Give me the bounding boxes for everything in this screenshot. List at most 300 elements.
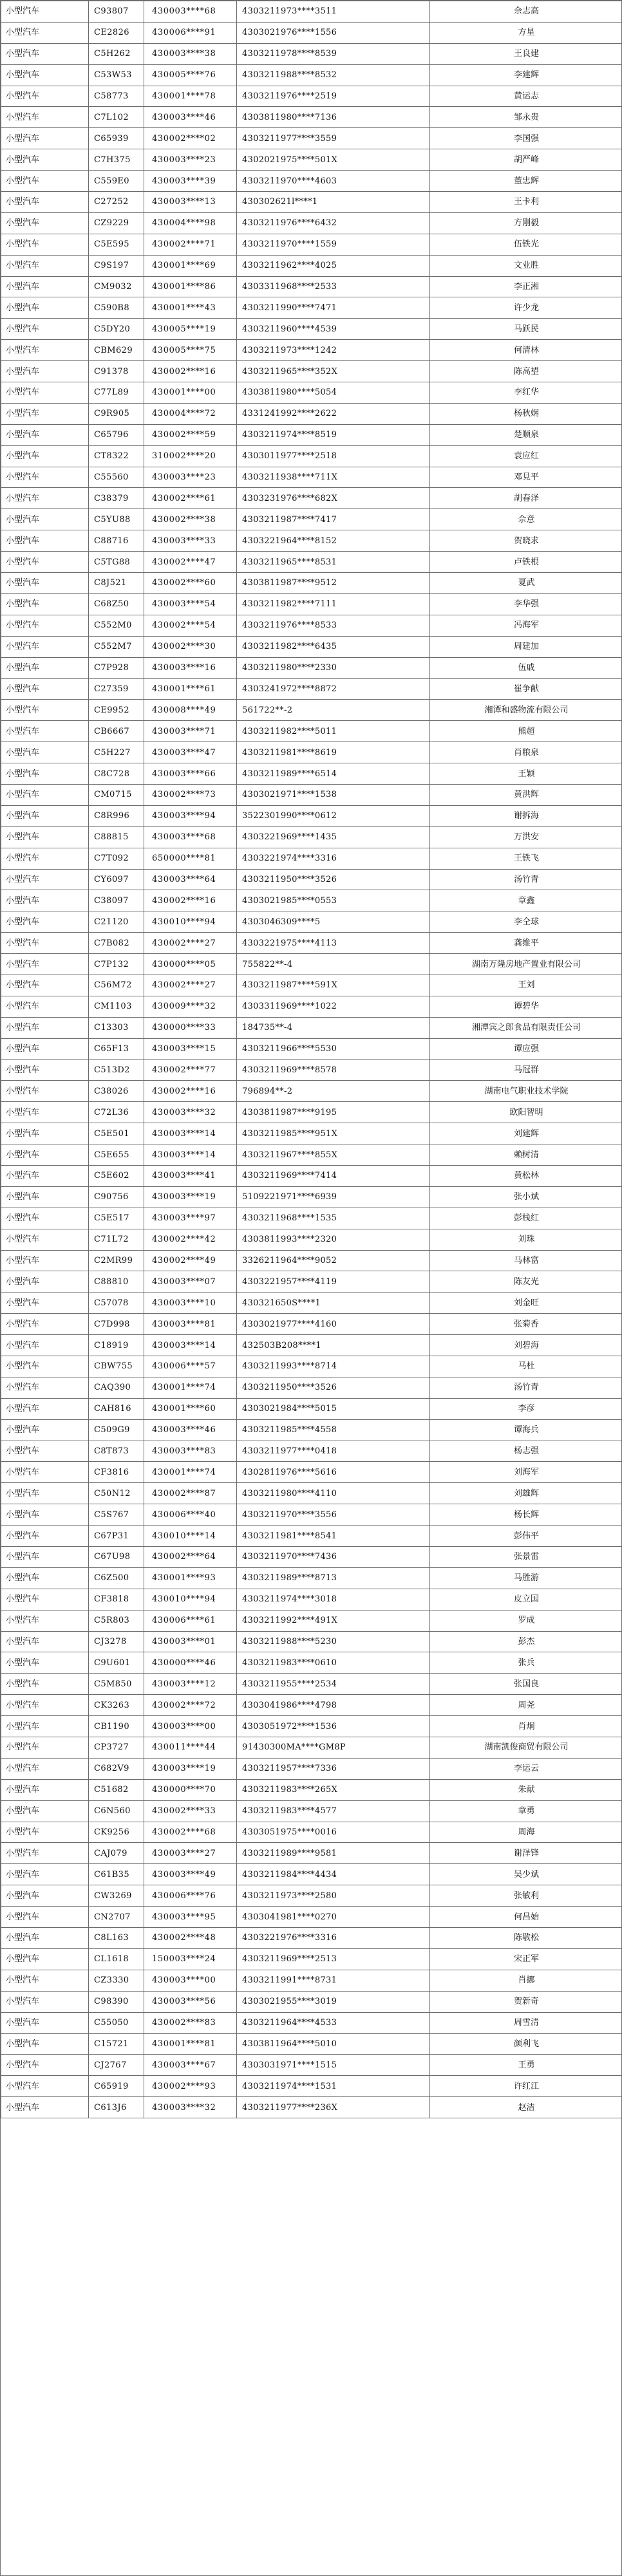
vehicle-records-body <box>1 1 622 2118</box>
vehicle-type-cell: 小型汽车 <box>1 1356 89 1377</box>
table-row <box>1 2012 622 2033</box>
plate-number-cell: C8R996 <box>89 805 144 826</box>
registration-code-cell: 430001****93 <box>144 1567 237 1589</box>
owner-name-cell: 杨志强 <box>430 1441 622 1462</box>
owner-name-cell: 何清林 <box>430 340 622 361</box>
vehicle-type-cell: 小型汽车 <box>1 763 89 785</box>
vehicle-records-table <box>1 1 622 2118</box>
owner-id-cell: 4303211973****3511 <box>237 1 430 23</box>
vehicle-type-cell: 小型汽车 <box>1 467 89 488</box>
vehicle-type-cell: 小型汽车 <box>1 1652 89 1674</box>
vehicle-type-cell: 小型汽车 <box>1 403 89 424</box>
vehicle-type-cell: 小型汽车 <box>1 1567 89 1589</box>
vehicle-type-cell: 小型汽车 <box>1 911 89 933</box>
plate-number-cell: CF3816 <box>89 1462 144 1483</box>
plate-number-cell: CK3263 <box>89 1695 144 1716</box>
owner-id-cell: 4303051975****0016 <box>237 1822 430 1843</box>
table-row <box>1 1017 622 1038</box>
owner-id-cell: 4303221975****4113 <box>237 933 430 954</box>
vehicle-type-cell: 小型汽车 <box>1 1674 89 1695</box>
vehicle-type-cell: 小型汽车 <box>1 1419 89 1441</box>
vehicle-type-cell: 小型汽车 <box>1 297 89 319</box>
owner-name-cell: 文业胜 <box>430 255 622 276</box>
registration-code-cell: 430003****14 <box>144 1144 237 1166</box>
registration-code-cell: 430003****47 <box>144 742 237 763</box>
table-row <box>1 1948 622 1970</box>
owner-id-cell: 561722**-2 <box>237 700 430 721</box>
plate-number-cell: C5R803 <box>89 1610 144 1631</box>
plate-number-cell: C88815 <box>89 826 144 848</box>
table-row <box>1 1441 622 1462</box>
table-row <box>1 424 622 445</box>
plate-number-cell: C90756 <box>89 1186 144 1208</box>
registration-code-cell: 430003****15 <box>144 1038 237 1059</box>
plate-number-cell: CM1103 <box>89 996 144 1017</box>
registration-code-cell: 430002****16 <box>144 361 237 382</box>
owner-name-cell: 刘建辉 <box>430 1123 622 1144</box>
plate-number-cell: C65F13 <box>89 1038 144 1059</box>
plate-number-cell: C5E501 <box>89 1123 144 1144</box>
owner-id-cell: 4303311969****1022 <box>237 996 430 1017</box>
vehicle-type-cell: 小型汽车 <box>1 276 89 297</box>
owner-name-cell: 方星 <box>430 22 622 43</box>
table-row <box>1 678 622 700</box>
owner-name-cell: 张景雷 <box>430 1547 622 1568</box>
plate-number-cell: C53W53 <box>89 64 144 86</box>
registration-code-cell: 430002****83 <box>144 2012 237 2033</box>
vehicle-type-cell: 小型汽车 <box>1 1462 89 1483</box>
registration-code-cell: 430003****66 <box>144 763 237 785</box>
plate-number-cell: C68Z50 <box>89 593 144 615</box>
owner-id-cell: 4303811993****2320 <box>237 1229 430 1250</box>
registration-code-cell: 430003****54 <box>144 593 237 615</box>
vehicle-type-cell: 小型汽车 <box>1 954 89 975</box>
owner-name-cell: 张国良 <box>430 1674 622 1695</box>
table-row <box>1 1229 622 1250</box>
owner-name-cell: 贺新奇 <box>430 1991 622 2012</box>
vehicle-type-cell: 小型汽车 <box>1 1102 89 1123</box>
owner-id-cell: 4303811980****7136 <box>237 107 430 128</box>
owner-id-cell: 4303021976****1556 <box>237 22 430 43</box>
vehicle-type-cell: 小型汽车 <box>1 1991 89 2012</box>
plate-number-cell: C5H262 <box>89 43 144 64</box>
registration-code-cell: 430002****38 <box>144 509 237 530</box>
registration-code-cell: 430006****61 <box>144 1610 237 1631</box>
vehicle-type-cell: 小型汽车 <box>1 1038 89 1059</box>
vehicle-type-cell: 小型汽车 <box>1 340 89 361</box>
plate-number-cell: C7D998 <box>89 1314 144 1335</box>
owner-id-cell: 4303211964****4533 <box>237 2012 430 2033</box>
table-row <box>1 848 622 869</box>
plate-number-cell: C93807 <box>89 1 144 23</box>
plate-number-cell: C55560 <box>89 467 144 488</box>
plate-number-cell: CBW755 <box>89 1356 144 1377</box>
registration-code-cell: 430003****71 <box>144 721 237 742</box>
owner-name-cell: 马杜 <box>430 1356 622 1377</box>
owner-id-cell: 432503B208****1 <box>237 1335 430 1356</box>
table-row <box>1 86 622 107</box>
vehicle-type-cell: 小型汽车 <box>1 1547 89 1568</box>
plate-number-cell: C9U601 <box>89 1652 144 1674</box>
table-row <box>1 192 622 213</box>
registration-code-cell: 430002****49 <box>144 1250 237 1271</box>
plate-number-cell: C7B082 <box>89 933 144 954</box>
owner-id-cell: 4303211984****4434 <box>237 1864 430 1885</box>
owner-name-cell: 黄运志 <box>430 86 622 107</box>
owner-id-cell: 4303211967****855X <box>237 1144 430 1166</box>
table-row <box>1 742 622 763</box>
table-row <box>1 1822 622 1843</box>
registration-code-cell: 430003****95 <box>144 1907 237 1928</box>
vehicle-type-cell: 小型汽车 <box>1 615 89 636</box>
registration-code-cell: 430009****32 <box>144 996 237 1017</box>
owner-name-cell: 邓見平 <box>430 467 622 488</box>
owner-name-cell: 刘海军 <box>430 1462 622 1483</box>
table-row <box>1 1504 622 1526</box>
table-row <box>1 573 622 594</box>
owner-name-cell: 邹永贵 <box>430 107 622 128</box>
owner-id-cell: 4303231976****682X <box>237 488 430 509</box>
owner-id-cell: 4303211976****2519 <box>237 86 430 107</box>
table-row <box>1 1 622 23</box>
owner-name-cell: 陈高望 <box>430 361 622 382</box>
owner-name-cell: 龚维平 <box>430 933 622 954</box>
owner-id-cell: 4303221964****8152 <box>237 530 430 552</box>
vehicle-type-cell: 小型汽车 <box>1 212 89 234</box>
plate-number-cell: C613J6 <box>89 2097 144 2118</box>
table-row <box>1 1377 622 1398</box>
plate-number-cell: C8T873 <box>89 1441 144 1462</box>
vehicle-type-cell: 小型汽车 <box>1 1695 89 1716</box>
owner-name-cell: 李建辉 <box>430 64 622 86</box>
table-row <box>1 22 622 43</box>
plate-number-cell: C91378 <box>89 361 144 382</box>
owner-id-cell: 4303211974****3018 <box>237 1589 430 1610</box>
owner-name-cell: 夏武 <box>430 573 622 594</box>
vehicle-type-cell: 小型汽车 <box>1 1737 89 1759</box>
plate-number-cell: CAJ079 <box>89 1843 144 1864</box>
vehicle-type-cell: 小型汽车 <box>1 64 89 86</box>
plate-number-cell: CB6667 <box>89 721 144 742</box>
registration-code-cell: 430002****72 <box>144 1695 237 1716</box>
owner-id-cell: 4303211980****2330 <box>237 657 430 678</box>
owner-name-cell: 马林富 <box>430 1250 622 1271</box>
plate-number-cell: C61B35 <box>89 1864 144 1885</box>
plate-number-cell: C65919 <box>89 2076 144 2097</box>
table-row <box>1 2097 622 2118</box>
registration-code-cell: 430003****07 <box>144 1271 237 1293</box>
registration-code-cell: 430001****60 <box>144 1398 237 1419</box>
table-row <box>1 509 622 530</box>
table-row <box>1 128 622 149</box>
owner-name-cell: 马冠群 <box>430 1059 622 1081</box>
owner-name-cell: 彭伟平 <box>430 1526 622 1547</box>
plate-number-cell: C5E602 <box>89 1165 144 1186</box>
owner-id-cell: 4303221969****1435 <box>237 826 430 848</box>
owner-id-cell: 4303211969****2513 <box>237 1948 430 1970</box>
owner-name-cell: 杨长辉 <box>430 1504 622 1526</box>
owner-name-cell: 李正湘 <box>430 276 622 297</box>
plate-number-cell: C7T092 <box>89 848 144 869</box>
registration-code-cell: 430003****12 <box>144 1674 237 1695</box>
vehicle-type-cell: 小型汽车 <box>1 573 89 594</box>
owner-id-cell: 4303211938****711X <box>237 467 430 488</box>
owner-name-cell: 何昌始 <box>430 1907 622 1928</box>
registration-code-cell: 150003****24 <box>144 1948 237 1970</box>
owner-id-cell: 4303241972****8872 <box>237 678 430 700</box>
plate-number-cell: C6N560 <box>89 1800 144 1822</box>
table-row <box>1 43 622 64</box>
owner-name-cell: 彭杰 <box>430 1631 622 1652</box>
table-row <box>1 1907 622 1928</box>
owner-name-cell: 湘潭宾之郎食品有限责任公司 <box>430 1017 622 1038</box>
owner-name-cell: 赵洁 <box>430 2097 622 2118</box>
plate-number-cell: C7L102 <box>89 107 144 128</box>
plate-number-cell: CW3269 <box>89 1885 144 1907</box>
table-row <box>1 319 622 340</box>
vehicle-type-cell: 小型汽车 <box>1 43 89 64</box>
owner-name-cell: 周尧 <box>430 1695 622 1716</box>
owner-name-cell: 宋正军 <box>430 1948 622 1970</box>
vehicle-type-cell: 小型汽车 <box>1 1758 89 1779</box>
registration-code-cell: 430002****60 <box>144 573 237 594</box>
plate-number-cell: C88716 <box>89 530 144 552</box>
plate-number-cell: C9S197 <box>89 255 144 276</box>
owner-id-cell: 4303021985****0553 <box>237 890 430 911</box>
vehicle-type-cell: 小型汽车 <box>1 1589 89 1610</box>
registration-code-cell: 430002****48 <box>144 1928 237 1949</box>
table-row <box>1 1271 622 1293</box>
registration-code-cell: 430002****59 <box>144 424 237 445</box>
plate-number-cell: C67U98 <box>89 1547 144 1568</box>
owner-id-cell: 3522301990****0612 <box>237 805 430 826</box>
plate-number-cell: C65796 <box>89 424 144 445</box>
table-row <box>1 721 622 742</box>
registration-code-cell: 430003****23 <box>144 467 237 488</box>
vehicle-type-cell: 小型汽车 <box>1 1 89 23</box>
registration-code-cell: 430003****56 <box>144 1991 237 2012</box>
registration-code-cell: 430002****27 <box>144 975 237 996</box>
table-row <box>1 1652 622 1674</box>
vehicle-type-cell: 小型汽车 <box>1 1229 89 1250</box>
registration-code-cell: 430005****76 <box>144 64 237 86</box>
vehicle-type-cell: 小型汽车 <box>1 933 89 954</box>
plate-number-cell: C67P31 <box>89 1526 144 1547</box>
owner-id-cell: 4303211989****9581 <box>237 1843 430 1864</box>
owner-id-cell: 4303211977****3559 <box>237 128 430 149</box>
owner-id-cell: 4303211981****8619 <box>237 742 430 763</box>
owner-name-cell: 张菊香 <box>430 1314 622 1335</box>
registration-code-cell: 430003****19 <box>144 1186 237 1208</box>
owner-name-cell: 谢泽锋 <box>430 1843 622 1864</box>
table-row <box>1 1165 622 1186</box>
plate-number-cell: C77L89 <box>89 382 144 404</box>
table-row <box>1 657 622 678</box>
registration-code-cell: 430002****64 <box>144 1547 237 1568</box>
owner-name-cell: 刘金旺 <box>430 1293 622 1314</box>
owner-name-cell: 贺晓求 <box>430 530 622 552</box>
plate-number-cell: CY6097 <box>89 869 144 890</box>
table-row <box>1 784 622 805</box>
vehicle-type-cell: 小型汽车 <box>1 742 89 763</box>
vehicle-type-cell: 小型汽车 <box>1 1716 89 1737</box>
owner-name-cell: 肖炯 <box>430 1716 622 1737</box>
vehicle-type-cell: 小型汽车 <box>1 805 89 826</box>
plate-number-cell: CN2707 <box>89 1907 144 1928</box>
vehicle-type-cell: 小型汽车 <box>1 1398 89 1419</box>
owner-name-cell: 李国强 <box>430 128 622 149</box>
plate-number-cell: C72L36 <box>89 1102 144 1123</box>
registration-code-cell: 430001****43 <box>144 297 237 319</box>
registration-code-cell: 430003****14 <box>144 1335 237 1356</box>
registration-code-cell: 430000****70 <box>144 1779 237 1800</box>
vehicle-type-cell: 小型汽车 <box>1 382 89 404</box>
registration-code-cell: 430002****42 <box>144 1229 237 1250</box>
registration-code-cell: 430000****46 <box>144 1652 237 1674</box>
plate-number-cell: C7H375 <box>89 149 144 171</box>
owner-name-cell: 刘雄辉 <box>430 1483 622 1504</box>
registration-code-cell: 430006****76 <box>144 1885 237 1907</box>
plate-number-cell: C552M0 <box>89 615 144 636</box>
owner-id-cell: 4303011977****2518 <box>237 445 430 467</box>
vehicle-type-cell: 小型汽车 <box>1 1779 89 1800</box>
registration-code-cell: 430003****41 <box>144 1165 237 1186</box>
table-row <box>1 869 622 890</box>
owner-name-cell: 熊超 <box>430 721 622 742</box>
registration-code-cell: 430003****27 <box>144 1843 237 1864</box>
owner-name-cell: 周雪清 <box>430 2012 622 2033</box>
table-row <box>1 1314 622 1335</box>
owner-id-cell: 4303211976****6432 <box>237 212 430 234</box>
table-row <box>1 488 622 509</box>
plate-number-cell: C2MR99 <box>89 1250 144 1271</box>
table-row <box>1 954 622 975</box>
owner-id-cell: 4303211973****1242 <box>237 340 430 361</box>
table-row <box>1 1737 622 1759</box>
table-row <box>1 1335 622 1356</box>
owner-id-cell: 4331241992****2622 <box>237 403 430 424</box>
vehicle-type-cell: 小型汽车 <box>1 1885 89 1907</box>
owner-name-cell: 冯海军 <box>430 615 622 636</box>
plate-number-cell: CK9256 <box>89 1822 144 1843</box>
owner-id-cell: 4303211969****8578 <box>237 1059 430 1081</box>
vehicle-type-cell: 小型汽车 <box>1 1948 89 1970</box>
vehicle-type-cell: 小型汽车 <box>1 255 89 276</box>
vehicle-type-cell: 小型汽车 <box>1 1017 89 1038</box>
vehicle-type-cell: 小型汽车 <box>1 361 89 382</box>
owner-name-cell: 谭应强 <box>430 1038 622 1059</box>
owner-name-cell: 卢铁根 <box>430 552 622 573</box>
table-row <box>1 593 622 615</box>
table-row <box>1 1547 622 1568</box>
vehicle-type-cell: 小型汽车 <box>1 975 89 996</box>
vehicle-type-cell: 小型汽车 <box>1 1631 89 1652</box>
owner-id-cell: 4303211988****8532 <box>237 64 430 86</box>
table-row <box>1 1356 622 1377</box>
registration-code-cell: 430003****33 <box>144 530 237 552</box>
table-row <box>1 1991 622 2012</box>
table-row <box>1 890 622 911</box>
owner-name-cell: 湖南凯俊商贸有限公司 <box>430 1737 622 1759</box>
plate-number-cell: C5E595 <box>89 234 144 255</box>
vehicle-type-cell: 小型汽车 <box>1 1822 89 1843</box>
table-row <box>1 276 622 297</box>
owner-id-cell: 4303041981****0270 <box>237 1907 430 1928</box>
owner-name-cell: 许少龙 <box>430 297 622 319</box>
plate-number-cell: C38097 <box>89 890 144 911</box>
table-row <box>1 445 622 467</box>
vehicle-type-cell: 小型汽车 <box>1 1864 89 1885</box>
owner-id-cell: 4303811964****5010 <box>237 2033 430 2055</box>
registration-code-cell: 430003****10 <box>144 1293 237 1314</box>
owner-name-cell: 王颖 <box>430 763 622 785</box>
table-row <box>1 1800 622 1822</box>
plate-number-cell: CM0715 <box>89 784 144 805</box>
registration-code-cell: 430010****14 <box>144 1526 237 1547</box>
owner-name-cell: 彭栈红 <box>430 1208 622 1229</box>
owner-id-cell: 4303221976****3316 <box>237 1928 430 1949</box>
vehicle-type-cell: 小型汽车 <box>1 319 89 340</box>
owner-id-cell: 4303221974****3316 <box>237 848 430 869</box>
owner-name-cell: 章鑫 <box>430 890 622 911</box>
owner-id-cell: 4303211991****8731 <box>237 1970 430 1991</box>
owner-id-cell: 4303211988****5230 <box>237 1631 430 1652</box>
table-row <box>1 2076 622 2097</box>
owner-id-cell: 4303211983****0610 <box>237 1652 430 1674</box>
vehicle-type-cell: 小型汽车 <box>1 996 89 1017</box>
owner-id-cell: 4303211989****6514 <box>237 763 430 785</box>
table-row <box>1 234 622 255</box>
owner-id-cell: 4303031971****1515 <box>237 2055 430 2076</box>
vehicle-type-cell: 小型汽车 <box>1 1907 89 1928</box>
owner-id-cell: 4303211977****236X <box>237 2097 430 2118</box>
owner-id-cell: 4303051972****1536 <box>237 1716 430 1737</box>
owner-name-cell: 颜利飞 <box>430 2033 622 2055</box>
registration-code-cell: 430003****68 <box>144 826 237 848</box>
registration-code-cell: 430003****64 <box>144 869 237 890</box>
table-row <box>1 805 622 826</box>
table-row <box>1 212 622 234</box>
registration-code-cell: 430002****87 <box>144 1483 237 1504</box>
registration-code-cell: 430010****94 <box>144 911 237 933</box>
registration-code-cell: 430002****71 <box>144 234 237 255</box>
owner-name-cell: 吴少斌 <box>430 1864 622 1885</box>
plate-number-cell: C5E517 <box>89 1208 144 1229</box>
table-row <box>1 1250 622 1271</box>
owner-name-cell: 伍铁光 <box>430 234 622 255</box>
table-row <box>1 1716 622 1737</box>
owner-name-cell: 张小斌 <box>430 1186 622 1208</box>
plate-number-cell: C38026 <box>89 1081 144 1102</box>
table-row <box>1 1123 622 1144</box>
plate-number-cell: CAH816 <box>89 1398 144 1419</box>
table-row <box>1 1843 622 1864</box>
owner-name-cell: 周建加 <box>430 636 622 657</box>
owner-name-cell: 谢拆海 <box>430 805 622 826</box>
plate-number-cell: C58773 <box>89 86 144 107</box>
table-row <box>1 1610 622 1631</box>
owner-name-cell: 朱献 <box>430 1779 622 1800</box>
table-row <box>1 149 622 171</box>
registration-code-cell: 430004****72 <box>144 403 237 424</box>
plate-number-cell: C5YU88 <box>89 509 144 530</box>
vehicle-type-cell: 小型汽车 <box>1 1186 89 1208</box>
vehicle-type-cell: 小型汽车 <box>1 1208 89 1229</box>
registration-code-cell: 430002****93 <box>144 2076 237 2097</box>
owner-id-cell: 4303211962****4025 <box>237 255 430 276</box>
owner-name-cell: 汤竹青 <box>430 1377 622 1398</box>
vehicle-type-cell: 小型汽车 <box>1 2076 89 2097</box>
